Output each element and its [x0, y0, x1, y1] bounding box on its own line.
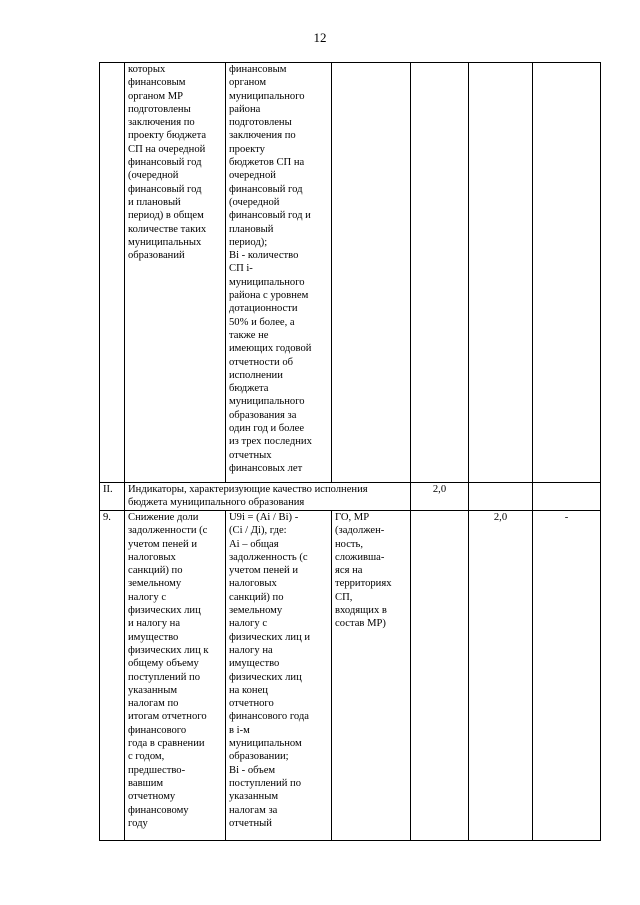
- cell-section-weight: [411, 63, 469, 483]
- cell-extra: [533, 483, 601, 511]
- table-row-continuation: [100, 63, 601, 483]
- cell-weight: [469, 483, 533, 511]
- cell-scope: ГО, МР (задолжен- ность, сложивша- яся на территориях СП, входящих в состав МР): [332, 511, 411, 841]
- cell-number: [100, 63, 125, 483]
- cell-indicator-name: которых финансовым органом МР подготовлены заключения по проекту бюджета СП на очередной финансовый год (очередной финансовый год и плановый период) в общем количестве таких муниципальных образований: [125, 63, 226, 483]
- cell-scope: [332, 63, 411, 483]
- cell-formula: U9i = (Ai / Bi) - (Ci / Дi), где: Ai – общая задолженность (с учетом пеней и налоговых санкций) по земельному налогу с физических лиц и налогу на имущество физических лиц на конец отчетного финансового года в i-м муниципальном образовании; Bi - объем поступлений по указанным налогам за отчетный: [226, 511, 332, 841]
- cell-extra: [533, 63, 601, 483]
- cell-extra: -: [533, 511, 601, 841]
- cell-indicator-name: Снижение доли задолженности (с учетом пеней и налоговых санкций) по земельному налогу с физических лиц и налогу на имущество физических лиц к общему объему поступлений по указанным налогам по итогам отчетного финансового года в сравнении с годом, предшество- вавшим отчетному финансовому году: [125, 511, 226, 841]
- table-row-section: [100, 483, 601, 511]
- page-number: 12: [313, 30, 327, 45]
- cell-section-weight: [411, 511, 469, 841]
- cell-section-title: Индикаторы, характеризующие качество исполнения бюджета муниципального образования: [125, 483, 411, 511]
- cell-section-weight: 2,0: [411, 483, 469, 511]
- cell-weight: [469, 63, 533, 483]
- cell-weight: 2,0: [469, 511, 533, 841]
- cell-formula: финансовым органом муниципального района подготовлены заключения по проекту бюджетов СП на очередной финансовый год (очередной финансовый год и плановый период); Bi - количество СП i- муниципального района с уровнем дотационности 50% и более, а также не имеющих годовой отчетности об исполнении бюджета муниципального образования за один год и более из трех последних отчетных финансовых лет: [226, 63, 332, 483]
- cell-section-number: II.: [100, 483, 125, 511]
- indicators-table: [99, 62, 601, 841]
- cell-number: 9.: [100, 511, 125, 841]
- table-row-9: [100, 511, 601, 841]
